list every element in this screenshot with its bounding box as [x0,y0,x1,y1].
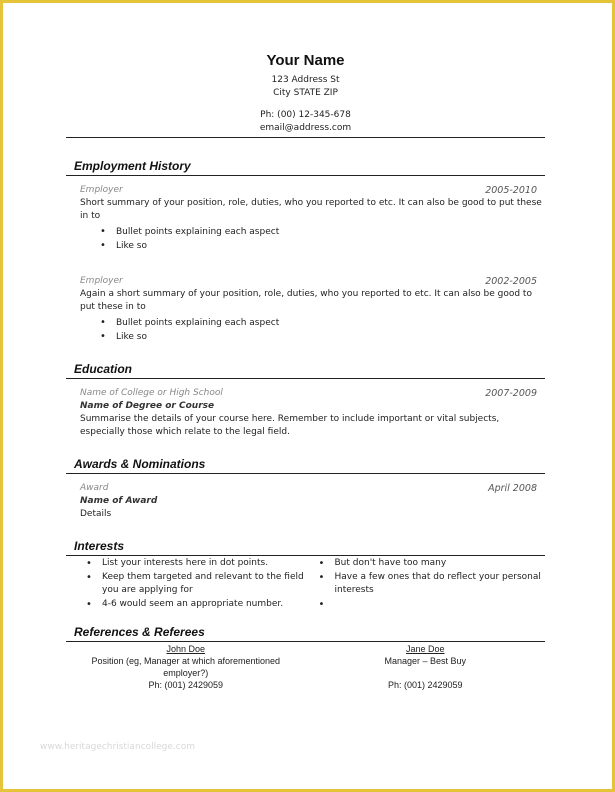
education-dates: 2007-2009 [485,388,537,399]
resume-page [66,52,545,691]
employment-section [66,159,545,344]
section-divider [66,555,545,556]
bullet-item: • Like so [116,330,545,344]
bullet-item: • Like so [116,239,545,253]
references-list [66,643,545,691]
section-divider [66,175,545,176]
interests-columns [66,557,545,611]
watermark-text: www.heritagechristiancollege.com [40,742,195,752]
award-details: Details [80,509,112,519]
bullet-item: • Bullet points explaining each aspect [116,316,545,330]
reference-name: John Doe [166,644,206,654]
reference-position: Position (eg, Manager at which aforementioned employer?) [91,656,281,678]
reference-name: Jane Doe [405,644,445,654]
education-summary: Summarise the details of your course here. Remember to include important or vital subjects, especially those which relate to the legal field. [80,414,500,437]
section-title-employment: Employment History [74,159,191,173]
reference-phone: Ph: (001) 2429059 [387,680,463,690]
reference-position: Manager – Best Buy [384,656,467,666]
interest-item: • List your interests here in dot points. [102,557,313,571]
candidate-name: Your Name [266,52,345,69]
email-line: email@address.com [259,123,352,133]
employment-dates: 2005-2010 [485,185,537,196]
section-divider [66,378,545,379]
award-entry [66,482,545,521]
award-name: Name of Award [80,496,158,506]
section-title-awards: Awards & Nominations [74,457,206,471]
city-line: City STATE ZIP [273,88,338,98]
section-divider [66,473,545,474]
interest-item: • 4-6 would seem an appropriate number. [102,598,313,612]
interest-item: • Have a few ones that do reflect your personal interests [335,571,546,598]
school-name: Name of College or High School [80,388,223,398]
award-date: April 2008 [488,483,537,494]
section-divider [66,641,545,642]
employment-bullets [80,316,545,344]
interests-section [66,539,545,611]
employment-bullets [80,225,545,253]
section-title-education: Education [74,362,133,376]
reference-item [306,643,546,691]
education-entry [66,387,545,439]
address-line: 123 Address St [271,75,340,85]
employer-name: Employer [80,276,123,286]
employment-summary: Short summary of your position, role, duties, who you reported to etc. It can also be good to put these in to [80,198,542,221]
employment-summary: Again a short summary of your position, role, duties, who you reported to etc. It can also be good to put these in to [80,289,532,312]
interest-item: • But don't have too many [335,557,546,571]
degree-name: Name of Degree or Course [80,401,215,411]
interests-right-list [313,557,546,611]
references-section [66,625,545,691]
interests-left-list [80,557,313,611]
interest-item: • Keep them targeted and relevant to the field you are applying for [102,571,313,598]
section-title-references: References & Referees [74,625,205,639]
employer-name: Employer [80,185,123,195]
employment-dates: 2002-2005 [485,276,537,287]
section-title-interests: Interests [74,539,125,553]
bullet-item: • Bullet points explaining each aspect [116,225,545,239]
education-section [66,362,545,439]
interest-item [335,598,546,612]
awards-section [66,457,545,521]
employment-entry [66,184,545,253]
header-divider [66,137,545,138]
reference-item [66,643,306,691]
reference-phone: Ph: (001) 2429059 [148,680,224,690]
award-label: Award [80,483,109,493]
phone-line: Ph: (00) 12-345-678 [260,110,351,120]
employment-entry [66,275,545,344]
resume-header [66,52,545,135]
